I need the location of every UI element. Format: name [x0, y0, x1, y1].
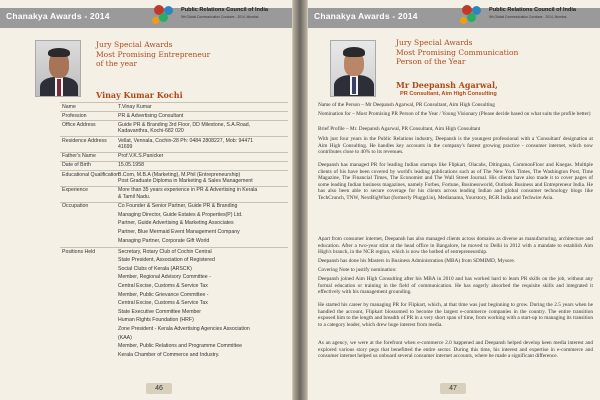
prci-logo-icon [458, 3, 486, 29]
row-label: Profession [62, 112, 87, 119]
person-name-left: Vinay Kumar Kochi [96, 90, 183, 100]
row-value: T.Vinay Kumar [118, 103, 152, 110]
row-value: Member, Regional Advisory Committee - [118, 274, 211, 281]
row-value: Kerala Chamber of Commerce and Industry. [118, 351, 220, 358]
header-title: Chanakya Awards - 2014 [6, 11, 110, 21]
row-value: Prof.V.K.S.Panicker [118, 153, 164, 160]
prci-logo-icon [150, 3, 178, 29]
row-label: Educational Qualification [62, 171, 120, 178]
row-value: Central Excise, Customs & Service Tax [118, 282, 208, 289]
org-subtitle: 9th Global Communication Conclave - 2014, Mumbai [181, 15, 259, 19]
row-label: Date of Birth [62, 162, 91, 169]
org-subtitle: 9th Global Communication Conclave - 2014, Mumbai [489, 15, 567, 19]
page-number-left: 46 [146, 383, 172, 394]
award-line: Person of the Year [396, 57, 466, 66]
row-value: Post Graduate Diploma in Marketing & Sales Management [118, 178, 253, 185]
row-value: Member, Public Grievance Committee - [118, 291, 209, 298]
paragraph: Name of the Person – Mr Deepansh Agarwal, PR Consultant, Aim High Consulting [318, 102, 495, 108]
row-label: Name [62, 103, 76, 110]
row-value: More than 35 years experience in PR & Advertising in Kerala [118, 187, 258, 194]
row-value: Social Clubs of Kerala (ARSCK) [118, 265, 192, 272]
paragraph: He started his career by managing PR for Flipkart, which, at that time was just beginning to grow. During the 2.5 years when he handled the account, Flipkart blossomed to become the largest e-commerce companies in the country. The entire transition exposed him to the length and breadth of PR in a very short span of time, from working with a start-up to managing its transition to a category leader, which drew huge interest from media. [318, 302, 593, 328]
row-value: Secretary, Rotary Club of Cochin Central [118, 248, 212, 255]
paragraph: Deepansh has managed PR for leading Indian startups like Flipkart, Olacabs, Ditingana, CommonFloor and Knegas. Multiple clients of his have been covered by world's leading publications such as of The New York Times, The Washington Post, Time Magazine, The Financial Times, The Economist and The Wall Street Journal. His clients have also made it to cover pages of some leading Indian business magazines, namely Forbes, Fortune, Businessworld, Outlook Business and Entrepreneur India. He has also been able to secure coverage for his clients across leading Indian and global consumer technology blogs like TechCrunch, TNW, NextBigWhat (formerly Pluggd.in), Medianama, Yourstory, BGR India and Techwire Asia. [318, 162, 593, 201]
person-name-right: Mr Deepansh Agarwal, [396, 80, 498, 90]
award-title-left [96, 40, 210, 69]
award-line: of the year [96, 59, 138, 68]
paragraph: As an agency, we were at the forefront when e-commerce 2.0 happened and Deepansh helped develop keen media interest and explored various story pegs that benefitted the entire sector. During this time, his interest and expertise in e-commerce and consumer internet helped us onboard several consumer internet accounts, where he made a significant difference. [318, 340, 593, 360]
row-value: (KAA) [118, 334, 132, 341]
row-label: Residence Address [62, 137, 107, 144]
row-value: Guide PR & Branding 3rd Floor, DD Milestone, S.A.Road, [118, 121, 251, 128]
row-value: Member, Public Relations and Programme Committee [118, 343, 242, 350]
row-value: & Tamil Nadu. [118, 194, 151, 200]
row-label: Father's Name [62, 153, 96, 160]
row-value: Partner, Guide Advertising & Marketing Associates [118, 220, 234, 227]
paragraph: Apart from consumer internet, Deepansh has also managed clients across domains as diverse as manufacturing, architecture and education. After a two-year stint at the head office in Bangalore, he moved to Delhi in 2012 with a mandate to establish Aim High's branch, in the NCR region, which is now the hotbed of entrepreneurship. [318, 236, 593, 256]
row-value: Co Founder & Senior Partner, Guide PR & Branding [118, 203, 238, 210]
row-label: Experience [62, 187, 88, 194]
paragraph: Deepansh joined Aim High Consulting after his MBA in 2010 and has worked hard to learn PR skills on the job, without any formal education or training in the field of communication. He has eagerly absorbed the requisite skills and integrated it effectively with his management grounding. [318, 276, 593, 296]
row-label: Office Address [62, 121, 96, 128]
row-value: State Executive Committee Member [118, 308, 202, 315]
org-name: Public Relations Council of India [489, 7, 577, 13]
row-value: State President, Association of Registered [118, 257, 215, 264]
row-value: 15.05.1958 [118, 162, 144, 169]
paragraph: Brief Profile – Mr. Deepansh Agarwal, PR Consultant, Aim High Consultant [318, 126, 481, 132]
row-value: Managing Director, Guide Estates & Properties(P) Ltd. [118, 211, 243, 218]
row-value: Human Rights Foundation (HRF) [118, 317, 194, 324]
paragraph: Covering Note to justify nomination: [318, 267, 397, 273]
row-label: Occupation [62, 203, 89, 210]
portrait-photo [35, 40, 81, 97]
row-value: Zone President - Kerala Advertising Agencies Association [118, 325, 250, 332]
row-value: Kadavanthra, Kochi-682 020 [118, 128, 184, 135]
paragraph: Nomination for – Most Promising PR Person of the Year / Young Visionary (Please decide based on what suits the profile better) [318, 111, 591, 117]
row-label: Positions Held [62, 248, 96, 255]
org-name: Public Relations Council of India [181, 7, 269, 13]
row-value: Partner, Blue Mermaid Event Management Company [118, 228, 240, 235]
book-gutter [293, 0, 307, 400]
award-line: Jury Special Awards [396, 38, 473, 47]
award-line: Jury Special Awards [96, 40, 173, 49]
paragraph: Deepansh has done his Masters in Business Administration (MBA) from SDMIMD, Mysore. [318, 258, 516, 264]
header-title: Chanakya Awards - 2014 [314, 11, 418, 21]
portrait-photo [330, 40, 376, 97]
award-line: Most Promising Entrepreneur [96, 49, 211, 59]
row-value: B.Com, M.B.A (Marketing), M.Phil (Entrepreneurship) [118, 171, 241, 178]
paragraph: With just four years in the Public Relations industry, Deepansh is the youngest professional with a 'Consultant' designation at Aim High Consulting. He handles key accounts in the company's fastest growing practice - consumer internet, which now contributes close to 40% to its revenues. [318, 136, 593, 156]
row-value: Central Excise, Customs & Service Tax [118, 300, 208, 307]
row-value: 41699 [118, 144, 133, 151]
award-title-right [396, 38, 518, 67]
award-line: Most Promising Communication [396, 47, 519, 57]
row-value: PR & Advertising Consultant [118, 112, 184, 119]
row-value: Vellat, Vennala, Cochin-28 Ph: 0484 2808227, Mob: 94471 [118, 137, 253, 144]
page-number-right: 47 [440, 383, 466, 394]
row-value: Managing Partner, Corporate Gift World [118, 237, 210, 244]
person-title-right: PR Consultant, Aim High Consulting [400, 91, 497, 97]
